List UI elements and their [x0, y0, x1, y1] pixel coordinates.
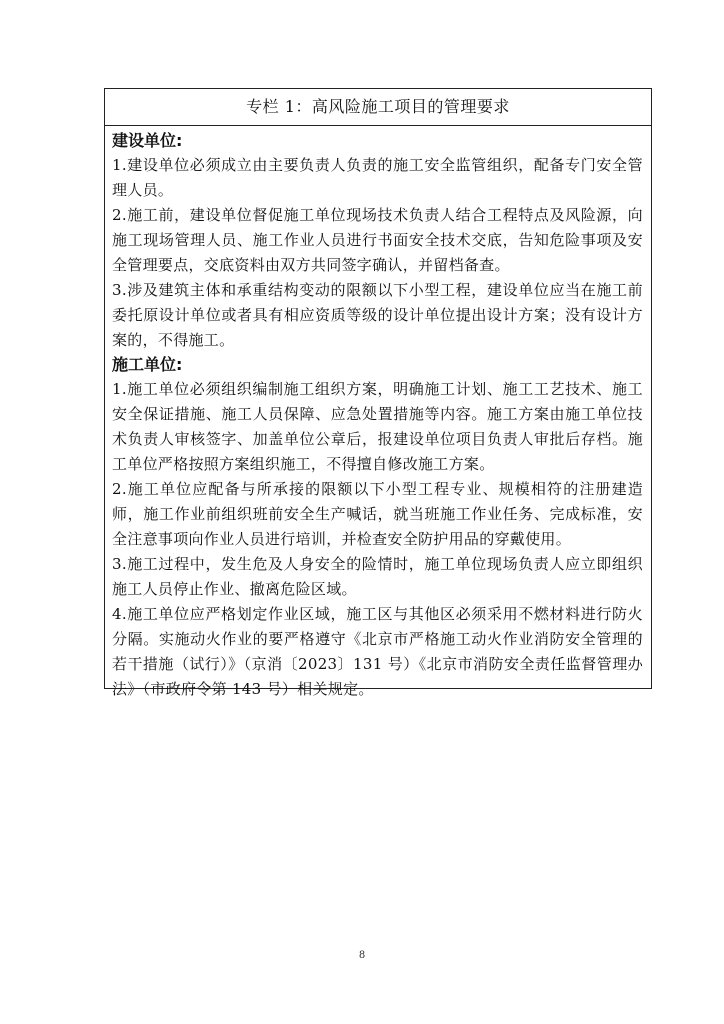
- list-item: 3.涉及建筑主体和承重结构变动的限额以下小型工程，建设单位应当在施工前委托原设计单位或者具有相应资质等级的设计单位提出设计方案；没有设计方案的，不得施工。: [112, 281, 643, 349]
- section-heading: 施工单位:: [112, 355, 183, 374]
- list-item: 1.建设单位必须成立由主要负责人负责的施工安全监管组织，配备专门安全管理人员。: [112, 156, 643, 199]
- page-number: 8: [358, 950, 366, 961]
- list-item: 4.施工单位应严格划定作业区域，施工区与其他区必须采用不燃材料进行防火分隔。实施动火作业的要严格遵守《北京市严格施工动火作业消防安全管理的若干措施（试行）》（京消〔2023〕131 号）《北京市消防安全责任监督管理办法》（市政府令第 143 号）相关规定。: [112, 605, 643, 698]
- section-heading: 建设单位:: [112, 131, 183, 150]
- section-contractor: [112, 353, 643, 702]
- list-item: 1.施工单位必须组织编制施工组织方案，明确施工计划、施工工艺技术、施工安全保证措施、施工人员保障、应急处置措施等内容。施工方案由施工单位技术负责人审核签字、加盖单位公章后，报建设单位项目负责人审批后存档。施工单位严格按照方案组织施工，不得擅自修改施工方案。: [112, 380, 643, 473]
- box-title: 专栏 1：高风险施工项目的管理要求: [105, 89, 651, 126]
- box-body: [105, 126, 651, 702]
- list-item: 3.施工过程中，发生危及人身安全的险情时，施工单位现场负责人应立即组织施工人员停止作业、撤离危险区域。: [112, 555, 643, 598]
- list-item: 2.施工前，建设单位督促施工单位现场技术负责人结合工程特点及风险源，向施工现场管理人员、施工作业人员进行书面安全技术交底，告知危险事项及安全管理要点，交底资料由双方共同签字确认，并留档备查。: [112, 206, 643, 274]
- section-construction-owner: [112, 129, 643, 353]
- list-item: 2.施工单位应配备与所承接的限额以下小型工程专业、规模相符的注册建造师，施工作业前组织班前安全生产喊话，就当班施工作业任务、完成标准，安全注意事项向作业人员进行培训，并检查安全防护用品的穿戴使用。: [112, 480, 643, 548]
- requirements-box: [104, 88, 652, 698]
